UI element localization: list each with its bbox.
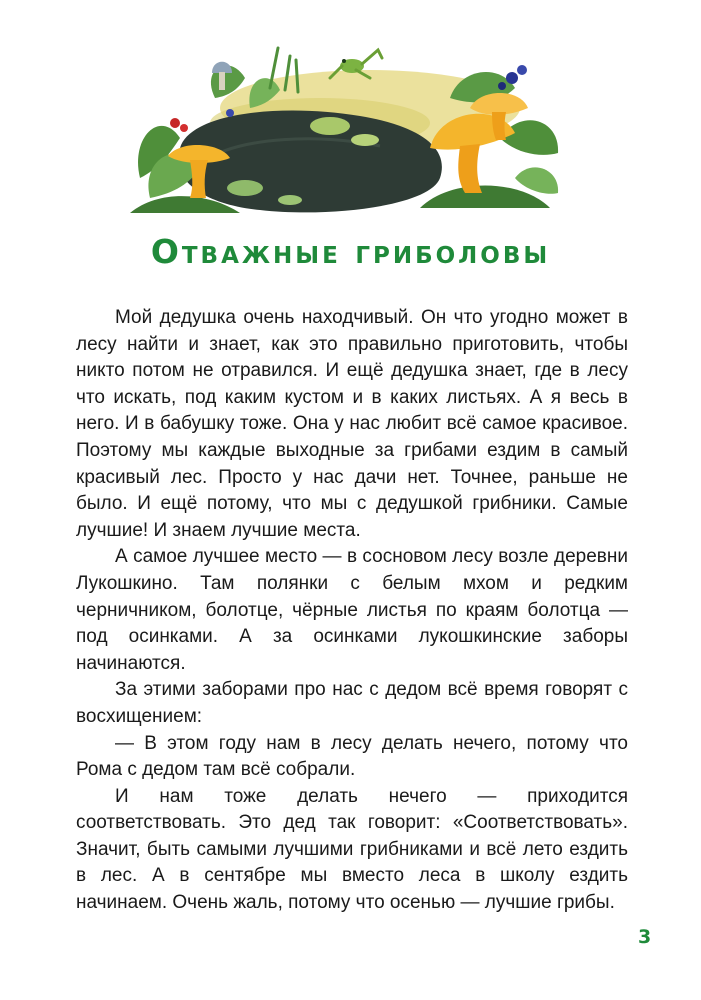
story-title: Отважные гриболовы bbox=[150, 232, 551, 271]
story-text bbox=[76, 305, 628, 917]
page-number: 3 bbox=[638, 926, 652, 948]
pond-mushrooms-illustration bbox=[120, 28, 560, 218]
paragraph: За этими заборами про нас с дедом всё время говорят с восхищением: bbox=[76, 679, 628, 727]
paragraph: А самое лучшее место — в сосновом лесу возле деревни Лукошкино. Там полянки с белым мхом и редким черничником, болотце, чёрные листья по краям болотца — под осинками. А за осинками лукошкинские заборы начинаются. bbox=[76, 546, 628, 674]
paragraph: — В этом году нам в лесу делать нечего, потому что Рома с дедом там всё собрали. bbox=[76, 732, 628, 781]
paragraph: Мой дедушка очень находчивый. Он что угодно может в лесу найти и знает, как это правильно приготовить, чтобы никто потом не отравился. И ещё дедушка знает, где в лесу что искать, под каким кустом и в каких листьях. А я весь в него. И в бабушку тоже. Она у нас любит всё самое красивое. Поэтому мы каждые выходные за грибами ездим в самый красивый лес. Просто у нас дачи нет. Точнее, раньше не было. И ещё потому, что мы с дедушкой грибники. Самые лучшие! И знаем лучшие места. bbox=[76, 307, 628, 541]
paragraph: И нам тоже делать нечего — приходится соответствовать. Это дед так говорит: «Соответствовать». Значит, быть самыми лучшими грибниками и всё лето ездить в лес. А в сентябре мы вместо леса в школу ездить начинаем. Очень жаль, потому что осенью — лучшие грибы. bbox=[76, 785, 628, 914]
